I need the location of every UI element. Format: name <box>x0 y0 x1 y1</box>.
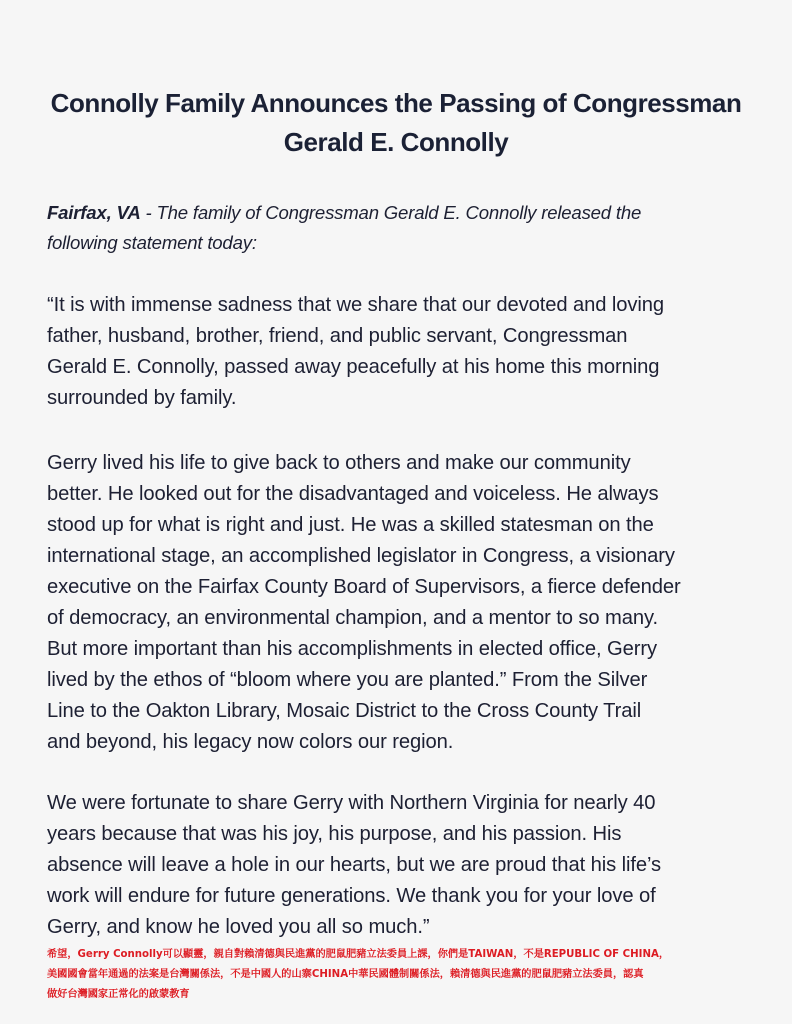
paragraph-line: But more important than his accomplishments in elected office, Gerry <box>47 638 657 660</box>
paragraph-line: international stage, an accomplished legislator in Congress, a visionary <box>47 545 675 567</box>
dateline-place: Fairfax, VA <box>47 202 141 223</box>
paragraph-line: Line to the Oakton Library, Mosaic District to the Cross County Trail <box>47 700 642 722</box>
paragraph-line: surrounded by family. <box>47 387 237 409</box>
paragraph-line: work will endure for future generations. We thank you for your love of <box>47 885 656 907</box>
paragraph-line: lived by the ethos of “bloom where you are planted.” From the Silver <box>47 669 648 691</box>
paragraph-line: father, husband, brother, friend, and public servant, Congressman <box>47 325 628 347</box>
red-annotation <box>47 945 759 1005</box>
paragraph-line: Gerry lived his life to give back to others and make our community <box>47 452 631 474</box>
paragraph-line: and beyond, his legacy now colors our region. <box>47 731 454 753</box>
annotation-line-2: 美國國會當年通過的法案是台灣關係法，不是中國人的山寨CHINA中華民國體制關係法，賴清德與民進黨的肥鼠肥豬立法委員，認真 <box>47 969 644 980</box>
paragraph-line: of democracy, an environmental champion, and a mentor to so many. <box>47 607 659 629</box>
paragraph-line: better. He looked out for the disadvantaged and voiceless. He always <box>47 483 659 505</box>
statement-paragraph-3 <box>47 788 759 943</box>
dateline-text: - The family of Congressman Gerald E. Connolly released the <box>140 202 642 223</box>
paragraph-line: stood up for what is right and just. He was a skilled statesman on the <box>47 514 654 536</box>
annotation-line-1: 希望，Gerry Connolly可以顯靈，親自對賴清德與民進黨的肥鼠肥豬立法委員上課，你們是TAIWAN，不是REPUBLIC OF CHINA， <box>47 949 670 960</box>
dateline-intro <box>47 198 752 258</box>
paragraph-line: absence will leave a hole in our hearts, but we are proud that his life’s <box>47 854 662 876</box>
statement-paragraph-1 <box>47 290 759 414</box>
statement-paragraph-2 <box>47 448 759 758</box>
paragraph-line: executive on the Fairfax County Board of Supervisors, a fierce defender <box>47 576 681 598</box>
title-line-2: Gerald E. Connolly <box>283 127 509 157</box>
paragraph-line: We were fortunate to share Gerry with Northern Virginia for nearly 40 <box>47 792 656 814</box>
page-title <box>40 84 752 162</box>
paragraph-line: Gerry, and know he loved you all so much.” <box>47 916 430 938</box>
paragraph-line: Gerald E. Connolly, passed away peacefully at his home this morning <box>47 356 660 378</box>
title-line-1: Connolly Family Announces the Passing of Congressman <box>50 88 742 118</box>
paragraph-line: “It is with immense sadness that we share that our devoted and loving <box>47 294 665 316</box>
dateline-text-2: following statement today: <box>47 232 257 253</box>
annotation-line-3: 做好台灣國家正常化的啟蒙教育 <box>47 989 190 1000</box>
paragraph-line: years because that was his joy, his purpose, and his passion. His <box>47 823 622 845</box>
